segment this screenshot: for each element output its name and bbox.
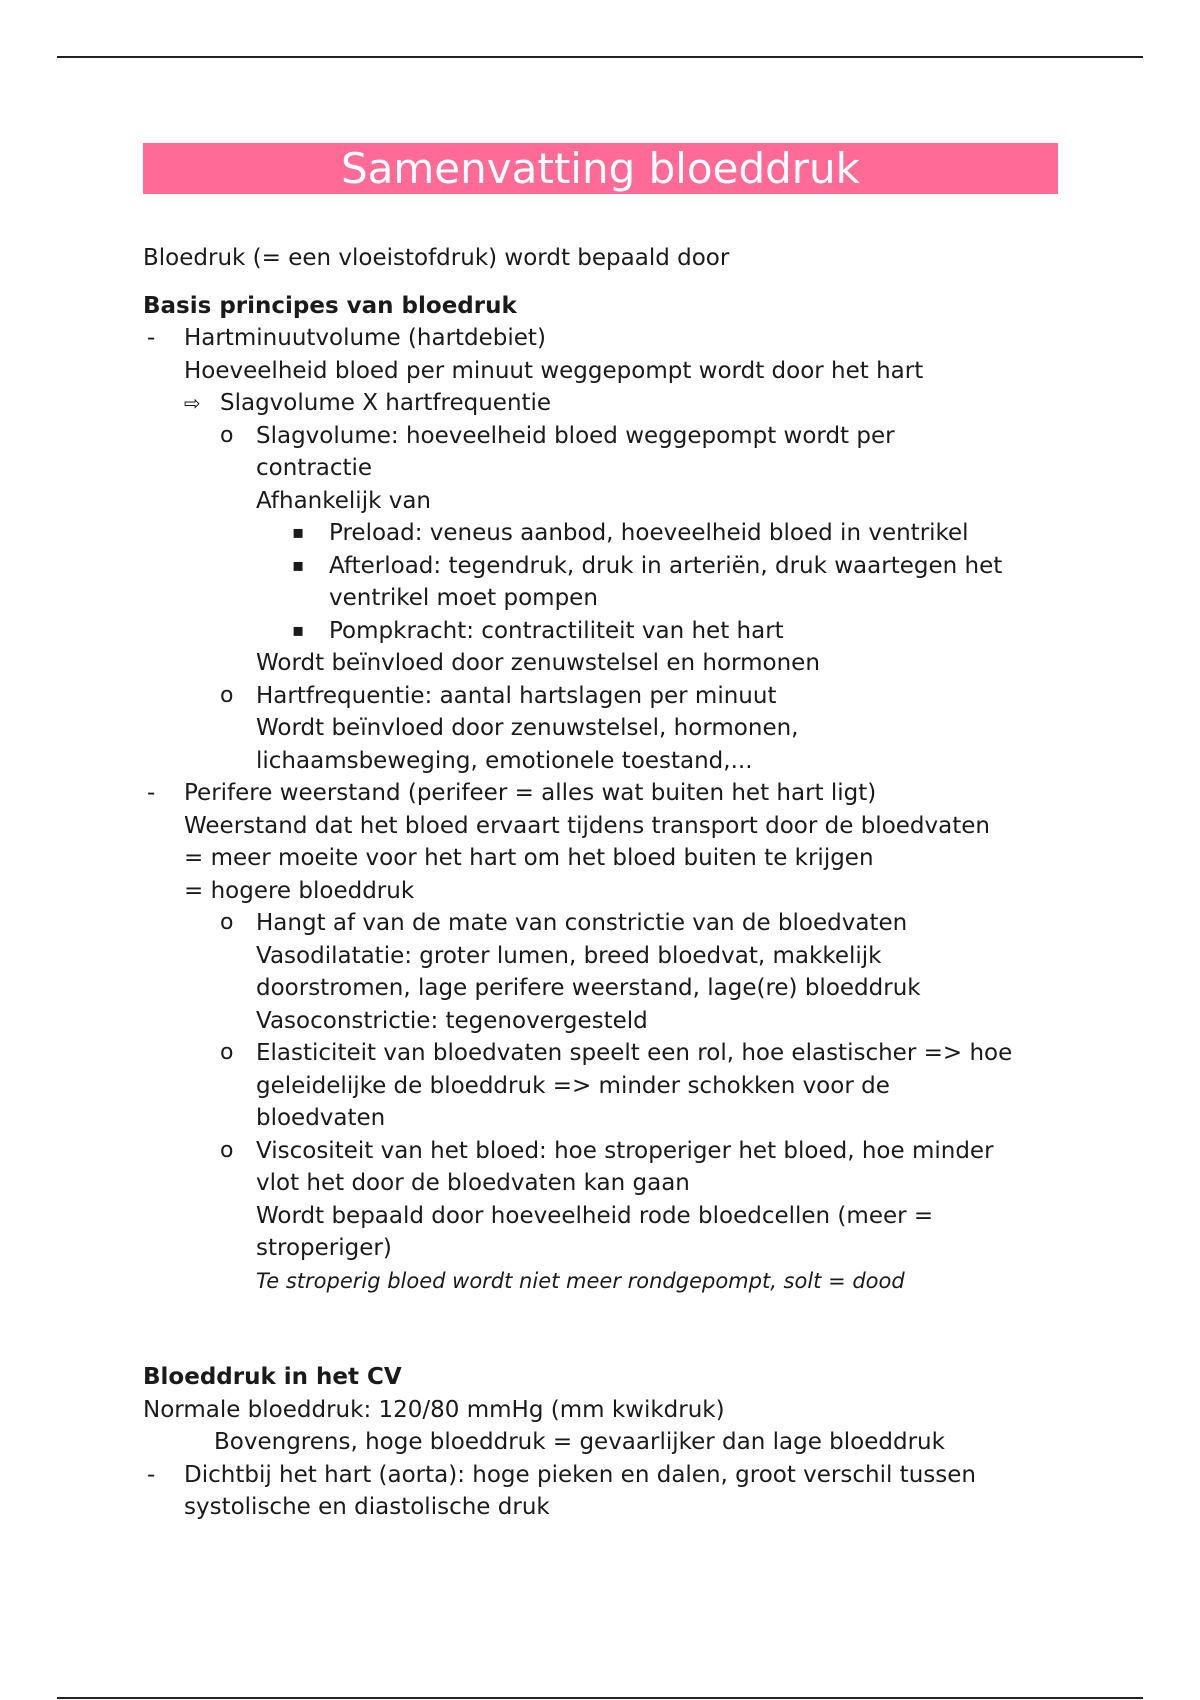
intro-text: Bloedruk (= een vloeistofdruk) wordt bepaald door [143, 245, 730, 271]
afterload-text: ventrikel moet pompen [329, 585, 598, 611]
preload-text: Preload: veneus aanbod, hoeveelheid bloed in ventrikel [329, 520, 969, 546]
circle-bullet: o [220, 910, 234, 935]
list-item-slagvolume [143, 420, 1058, 453]
hartfrequentie-line: Hartfrequentie: aantal hartslagen per minuut [256, 682, 777, 709]
slagvolume-line: Afhankelijk van [256, 487, 431, 514]
square-bullet: ▪ [292, 554, 305, 576]
page-title: Samenvatting bloeddruk [143, 143, 1058, 194]
viscositeit-line: stroperiger) [256, 1235, 392, 1261]
constrictie-line: Vasodilatatie: groter lumen, breed bloedvat, makkelijk [256, 942, 882, 969]
list-item-pompkracht [143, 615, 1058, 648]
slagvolume-influence: Wordt beïnvloed door zenuwstelsel en hormonen [256, 650, 820, 676]
header-rule [57, 56, 1143, 58]
hartfrequentie-line: Wordt beïnvloed door zenuwstelsel, hormonen, [256, 715, 799, 741]
dash-bullet: - [147, 1461, 156, 1488]
square-bullet: ▪ [292, 522, 305, 543]
slagvolume-line: Slagvolume: hoeveelheid bloed weggepompt wordt per [256, 422, 895, 449]
document-body [143, 143, 1058, 1524]
footer-rule [57, 1697, 1143, 1699]
circle-bullet: o [220, 1040, 234, 1065]
viscositeit-note: Te stroperig bloed wordt niet meer rondgepompt, solt = dood [256, 1268, 905, 1293]
list-item-afterload [143, 550, 1058, 583]
section-heading-cv: Bloeddruk in het CV [143, 1364, 402, 1390]
constrictie-line: doorstromen, lage perifere weerstand, lage(re) bloeddruk [256, 975, 921, 1001]
circle-bullet: o [220, 682, 234, 708]
formula-item [143, 387, 1058, 420]
list-item-perifere-weerstand [143, 777, 1058, 810]
circle-bullet: o [220, 422, 234, 448]
afterload-text: Afterload: tegendruk, druk in arteriën, druk waartegen het [329, 552, 1003, 579]
constrictie-line: Hangt af van de mate van constrictie van de bloedvaten [256, 910, 908, 936]
slagvolume-line: contractie [256, 455, 373, 481]
elasticiteit-line: geleidelijke de bloeddruk => minder schokken voor de [256, 1072, 890, 1099]
list-item-aorta [143, 1459, 1058, 1492]
formula-text: Slagvolume X hartfrequentie [220, 390, 552, 416]
weerstand-line: Weerstand dat het bloed ervaart tijdens transport door de bloedvaten [184, 812, 990, 839]
list-item-hartfrequentie [143, 680, 1058, 713]
elasticiteit-line: bloedvaten [256, 1105, 386, 1131]
bovengrens-text: Bovengrens, hoge bloeddruk = gevaarlijker dan lage bloeddruk [214, 1429, 945, 1455]
circle-bullet: o [220, 1137, 234, 1163]
list-item-constrictie [143, 907, 1058, 940]
list-item-preload [143, 517, 1058, 550]
viscositeit-line: Viscositeit van het bloed: hoe stroperiger het bloed, hoe minder [256, 1137, 994, 1164]
normal-pressure-text: Normale bloeddruk: 120/80 mmHg (mm kwikdruk) [143, 1396, 725, 1423]
elasticiteit-line: Elasticiteit van bloedvaten speelt een rol, hoe elastischer => hoe [256, 1040, 1013, 1066]
section-heading-basis: Basis principes van bloedruk [143, 292, 517, 319]
square-bullet: ▪ [292, 619, 305, 641]
list-item-elasticiteit [143, 1037, 1058, 1070]
list-item-label: Hartminuutvolume (hartdebiet) [184, 325, 546, 351]
viscositeit-line: vlot het door de bloedvaten kan gaan [256, 1170, 690, 1196]
aorta-line: Dichtbij het hart (aorta): hoge pieken en dalen, groot verschil tussen [184, 1461, 976, 1488]
list-item-hartminuutvolume [143, 322, 1058, 355]
weerstand-line: = meer moeite voor het hart om het bloed buiten te krijgen [184, 845, 874, 871]
dash-bullet: - [147, 325, 156, 351]
hmv-description: Hoeveelheid bloed per minuut weggepompt wordt door het hart [184, 357, 924, 384]
hartfrequentie-line: lichaamsbeweging, emotionele toestand,... [256, 747, 753, 774]
viscositeit-line: Wordt bepaald door hoeveelheid rode bloedcellen (meer = [256, 1202, 934, 1229]
dash-bullet: - [147, 780, 156, 806]
list-item-label: Perifere weerstand (perifeer = alles wat buiten het hart ligt) [184, 780, 877, 806]
arrow-bullet-icon: ⇨ [184, 391, 201, 415]
aorta-line: systolische en diastolische druk [184, 1494, 550, 1520]
weerstand-line: = hogere bloeddruk [184, 877, 415, 904]
constrictie-line: Vasoconstrictie: tegenovergesteld [256, 1007, 648, 1034]
pompkracht-text: Pompkracht: contractiliteit van het hart [329, 617, 784, 644]
list-item-viscositeit [143, 1135, 1058, 1168]
